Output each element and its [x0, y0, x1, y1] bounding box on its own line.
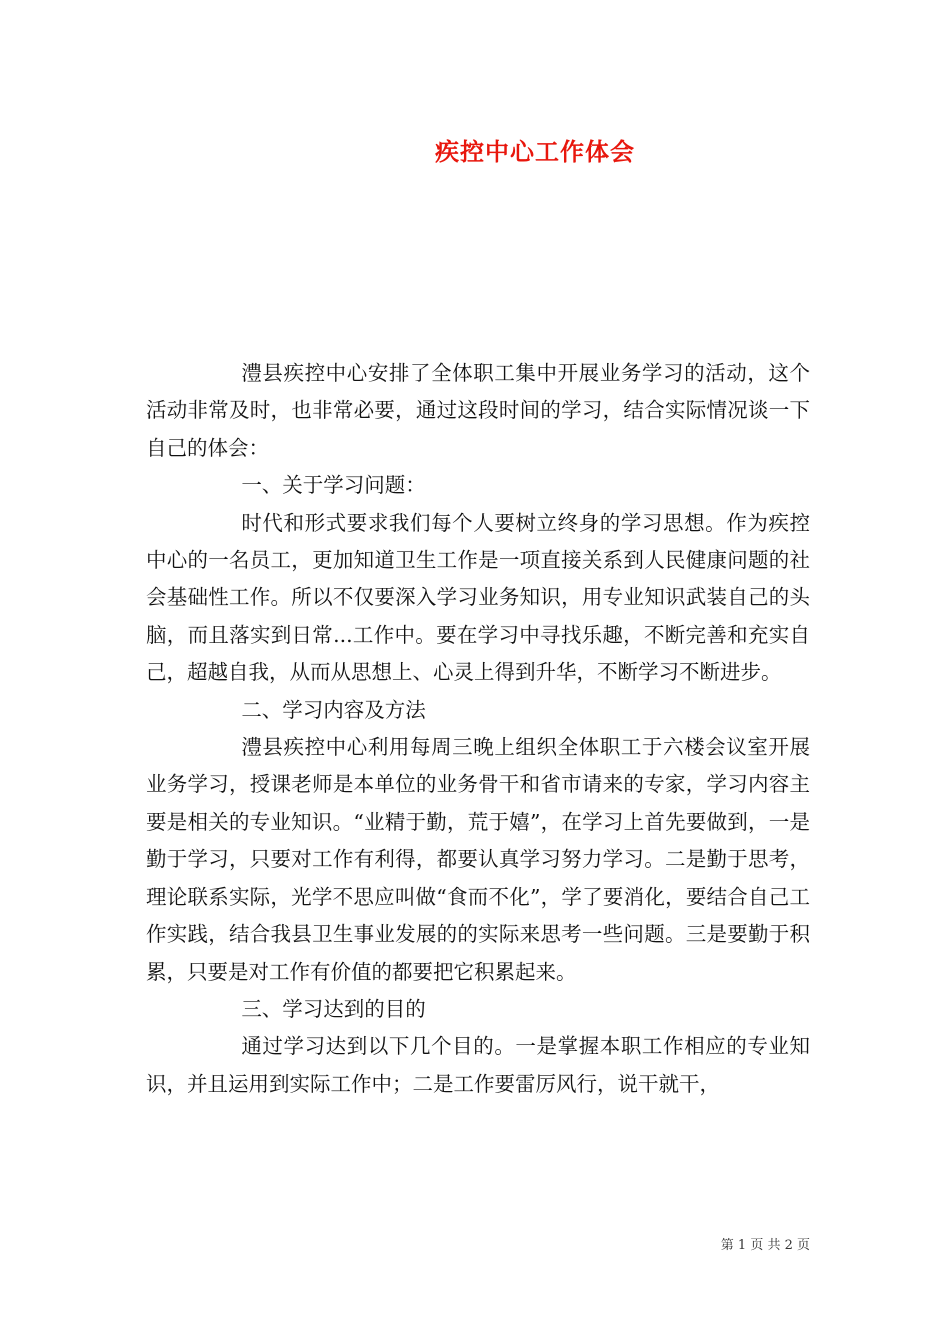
section-heading: 一、关于学习问题：: [241, 473, 426, 498]
paragraph: 时代和形式要求我们每个人要树立终身的学习思想。作为疾控中心的一名员工，更加知道卫生工作是一项直接关系到人民健康问题的社会基础性工作。所以不仅要深入学习业务知识，用专业知识武装自己的头脑，而且落实到日常...工作中。要在学习中寻找乐趣，不断完善和充实自己，超越自我，从而从思想上、心灵上得到升华，不断学习不断进步。: [146, 510, 810, 685]
document-body: [146, 355, 810, 1103]
section-heading: 三、学习达到的目的: [241, 996, 426, 1021]
paragraph: 澧县疾控中心利用每周三晚上组织全体职工于六楼会议室开展业务学习，授课老师是本单位的业务骨干和省市请来的专家，学习内容主要是相关的专业知识。“业精于勤，荒于嬉”，在学习上首先要做到，一是勤于学习，只要对工作有利得，都要认真学习努力学习。二是勤于思考，理论联系实际，光学不思应叫做“食而不化”，学了要消化，要结合自己工作实践，结合我县卫生事业发展的的实际来思考一些问题。三是要勤于积累，只要是对工作有价值的都要把它积累起来。: [146, 735, 810, 984]
paragraph: 澧县疾控中心安排了全体职工集中开展业务学习的活动，这个活动非常及时，也非常必要，通过这段时间的学习，结合实际情况谈一下自己的体会：: [146, 361, 810, 460]
paragraph: 通过学习达到以下几个目的。一是掌握本职工作相应的专业知识，并且运用到实际工作中；二是工作要雷厉风行，说干就干，: [146, 1034, 810, 1096]
document-title: 疾控中心工作体会: [435, 138, 635, 166]
page-footer: 第 1 页 共 2 页: [720, 1238, 810, 1253]
section-heading: 二、学习内容及方法: [241, 697, 426, 722]
